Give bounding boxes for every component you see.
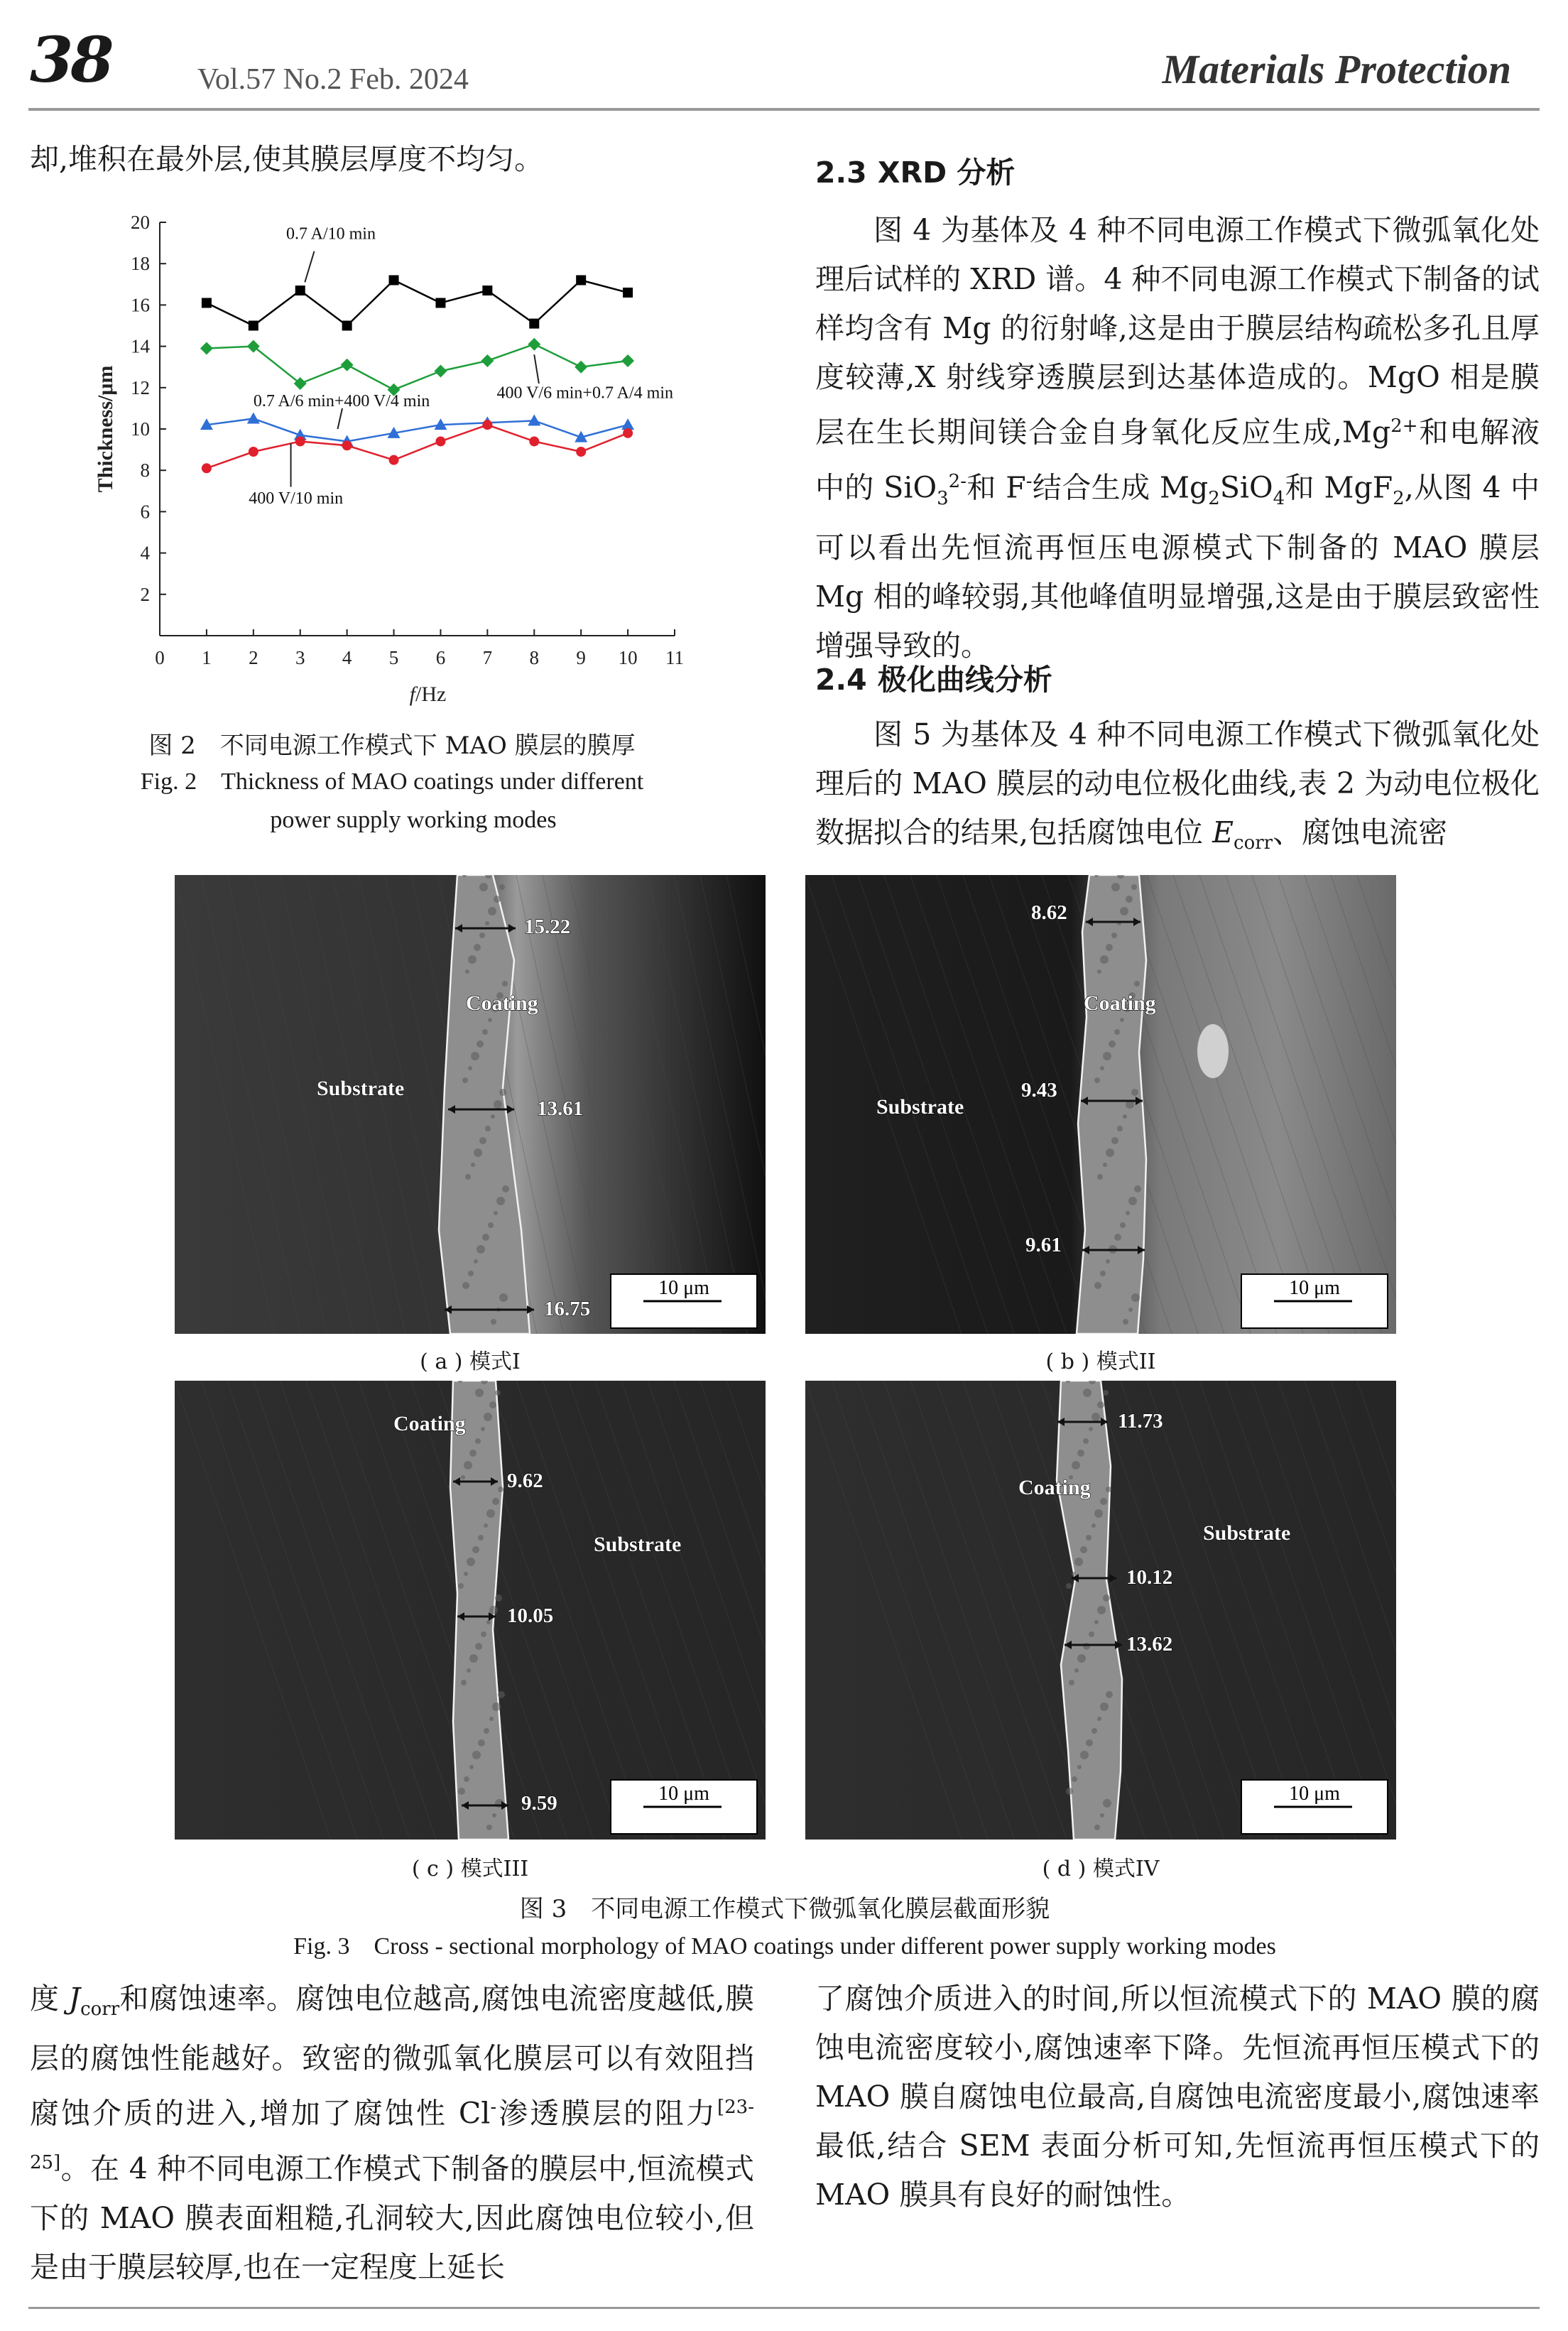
coating-pore bbox=[1117, 1126, 1123, 1131]
data-point bbox=[482, 420, 492, 430]
coating-pore bbox=[1100, 1066, 1104, 1070]
xrd-text-g: ,从图 4 中可以看出先恒流再恒压电源模式下制备的 MAO 膜层 Mg 相的峰较弱,其他峰值明显增强,这是由于膜层致密性增强导致的。 bbox=[815, 470, 1540, 663]
coating-pore bbox=[494, 1100, 502, 1109]
coating-pore bbox=[482, 1029, 488, 1035]
coating-pore bbox=[481, 1427, 485, 1431]
coating-pore bbox=[1097, 969, 1101, 974]
pol-text-end: 、腐蚀电流密 bbox=[1273, 815, 1448, 849]
pol-sub: corr bbox=[1234, 832, 1273, 854]
data-point bbox=[295, 286, 305, 295]
coating-pore bbox=[472, 1546, 479, 1553]
coating-pore bbox=[498, 1487, 503, 1492]
xrd-text-f: 和 MgF bbox=[1285, 470, 1393, 505]
coating-pore bbox=[1100, 1702, 1109, 1711]
bl-sub: corr bbox=[80, 1999, 120, 2021]
thickness-value: 13.62 bbox=[1126, 1633, 1173, 1656]
xrd-paragraph bbox=[815, 206, 1540, 670]
coating-pore bbox=[1100, 1813, 1104, 1817]
header-rule bbox=[28, 108, 1540, 111]
coating-pore bbox=[1128, 1308, 1133, 1312]
coating-pore bbox=[1097, 1606, 1106, 1614]
data-point bbox=[623, 288, 633, 298]
pol-text-a: 图 5 为基体及 4 种不同电源工作模式下微弧氧化处理后的 MAO 膜层的动电位极化曲线,表 2 为动电位极化数据拟合的结果,包括腐蚀电位 bbox=[815, 717, 1540, 849]
coating-pore bbox=[1077, 1450, 1084, 1457]
coating-pore bbox=[1103, 1052, 1111, 1060]
footer-rule bbox=[28, 2307, 1540, 2309]
coating-pore bbox=[1077, 1654, 1086, 1663]
bl-sup: - bbox=[490, 2097, 497, 2119]
y-tick-label: 8 bbox=[140, 460, 150, 482]
data-point bbox=[249, 447, 258, 457]
coating-pore bbox=[477, 1245, 485, 1254]
data-point bbox=[200, 342, 213, 355]
coating-pore bbox=[464, 1572, 468, 1576]
bottom-left-paragraph bbox=[30, 1974, 754, 2292]
thickness-value: 9.62 bbox=[507, 1469, 543, 1492]
coating-pore bbox=[1072, 1572, 1076, 1576]
thickness-value: 16.75 bbox=[544, 1298, 591, 1320]
series-leader bbox=[534, 354, 539, 384]
data-point bbox=[341, 359, 354, 371]
sup-mg: 2+ bbox=[1390, 415, 1418, 437]
coating-pore bbox=[502, 981, 508, 987]
coating-pore bbox=[474, 1259, 478, 1264]
sem-panel-b bbox=[805, 875, 1396, 1334]
sem-panel-a bbox=[175, 875, 766, 1334]
data-point bbox=[202, 298, 212, 308]
coating-pore bbox=[1106, 1148, 1114, 1157]
data-point bbox=[389, 455, 399, 465]
series-line bbox=[207, 280, 628, 325]
x-tick-label: 1 bbox=[202, 647, 212, 668]
data-point bbox=[621, 418, 634, 430]
coating-pore bbox=[488, 1018, 492, 1022]
coating-pore bbox=[486, 1509, 495, 1518]
y-tick-label: 10 bbox=[131, 418, 150, 440]
data-point bbox=[435, 436, 445, 446]
x-tick-label: 7 bbox=[482, 647, 493, 668]
coating-pore bbox=[1123, 1114, 1127, 1119]
coating-pore bbox=[462, 1282, 469, 1289]
thickness-chart bbox=[85, 210, 710, 707]
panel-b-label: ( b ) 模式II bbox=[1045, 1349, 1156, 1374]
y-tick-label: 4 bbox=[140, 542, 150, 564]
coating-pore bbox=[1106, 1487, 1111, 1492]
thickness-value: 10.12 bbox=[1126, 1566, 1173, 1589]
bl-J: J bbox=[68, 1982, 81, 2016]
sub-2: 2 bbox=[1208, 487, 1220, 509]
sub-2b: 2 bbox=[1393, 487, 1405, 509]
coating-pore bbox=[496, 1197, 505, 1205]
coating-pore bbox=[1097, 1401, 1104, 1408]
sem-panel-d bbox=[805, 1381, 1396, 1840]
coating-pore bbox=[1091, 1413, 1100, 1421]
particle-blob bbox=[1197, 1024, 1229, 1078]
coating-pore bbox=[1131, 1293, 1140, 1302]
thickness-value: 15.22 bbox=[524, 915, 571, 938]
coating-pore bbox=[492, 1702, 501, 1711]
y-tick-label: 2 bbox=[140, 583, 150, 605]
coating-pore bbox=[469, 1654, 478, 1663]
data-point bbox=[529, 319, 539, 329]
coating-pore bbox=[1094, 1282, 1101, 1289]
coating-pore bbox=[1094, 1620, 1099, 1624]
coating-pore bbox=[1094, 1825, 1100, 1830]
coating-pore bbox=[1106, 1259, 1110, 1264]
coating-pore bbox=[1100, 1498, 1107, 1505]
coating-pore bbox=[469, 1765, 474, 1769]
series-label: 400 V/10 min bbox=[249, 489, 344, 508]
coating-pore bbox=[484, 1523, 488, 1528]
coating-pore bbox=[1097, 1717, 1101, 1721]
coating-pore bbox=[1089, 1631, 1094, 1637]
series-leader bbox=[337, 408, 342, 429]
coating-pore bbox=[477, 1040, 484, 1048]
coating-pore bbox=[1126, 896, 1133, 903]
thickness-value: 11.73 bbox=[1118, 1410, 1163, 1433]
data-point bbox=[342, 440, 352, 450]
coating-pore bbox=[1091, 1728, 1097, 1734]
data-point bbox=[247, 412, 260, 423]
coating-pore bbox=[1077, 1765, 1082, 1769]
citation: [23-25] bbox=[30, 2097, 754, 2173]
substrate-label: Substrate bbox=[317, 1077, 405, 1100]
coating-pore bbox=[482, 1234, 489, 1241]
sub-4: 4 bbox=[1273, 487, 1285, 509]
fig3-caption-cn: 图 3 不同电源工作模式下微弧氧化膜层截面形貌 bbox=[519, 1895, 1050, 1923]
fig2-caption-en-2: power supply working modes bbox=[270, 807, 557, 833]
coating-pore bbox=[464, 1776, 469, 1782]
coating-pore bbox=[1089, 1427, 1093, 1431]
coating-pore bbox=[474, 1148, 482, 1157]
sem-image bbox=[175, 875, 766, 1334]
xrd-text-c: 和 F bbox=[966, 470, 1026, 505]
coating-pore bbox=[1114, 1029, 1120, 1035]
coating-pore bbox=[465, 1174, 471, 1180]
thickness-value: 8.62 bbox=[1031, 901, 1067, 924]
coating-label: Coating bbox=[466, 991, 538, 1015]
coating-pore bbox=[472, 1751, 481, 1759]
coating-pore bbox=[484, 1413, 492, 1421]
data-point bbox=[576, 447, 586, 457]
coating-pore bbox=[488, 1222, 494, 1228]
coating-pore bbox=[488, 907, 496, 915]
data-point bbox=[202, 463, 212, 473]
coating-pore bbox=[492, 1813, 496, 1817]
coating-pore bbox=[1120, 1018, 1124, 1022]
coating-label: Coating bbox=[1084, 991, 1156, 1015]
thickness-value: 10.05 bbox=[507, 1604, 554, 1627]
x-tick-label: 0 bbox=[155, 647, 165, 668]
coating-pore bbox=[1069, 1680, 1074, 1685]
xrd-text-a: 图 4 为基体及 4 种不同电源工作模式下微弧氧化处理后试样的 XRD 谱。4 种不同电源工作模式下制备的试样均含有 Mg 的衍射峰,这是由于膜层结构疏松多孔且厚度较薄,X 射线穿透膜层到达基体造成的。MgO 相是膜层在生长期间镁合金自身氧化反应生成,Mg bbox=[815, 213, 1540, 450]
coating-pore bbox=[1100, 955, 1109, 964]
sem-image bbox=[805, 875, 1396, 1334]
bottom-right-paragraph: 了腐蚀介质进入的时间,所以恒流模式下的 MAO 膜的腐蚀电流密度较小,腐蚀速率下降。先恒流再恒压模式下的 MAO 膜自腐蚀电位最高,自腐蚀电流密度最小,腐蚀速率最低,结合 SEM 表面分析可知,先恒流再恒压模式下的 MAO 膜具有良好的耐蚀性。 bbox=[815, 1982, 1540, 2212]
thickness-value: 9.43 bbox=[1021, 1079, 1057, 1102]
coating-pore bbox=[499, 1089, 506, 1096]
section-number: 2.4 bbox=[815, 663, 867, 697]
data-point bbox=[482, 286, 492, 295]
coating-pore bbox=[1072, 1461, 1080, 1469]
coating-pore bbox=[1103, 1799, 1111, 1808]
coating-pore bbox=[1103, 1594, 1110, 1602]
coating-pore bbox=[499, 884, 505, 890]
x-tick-label: 6 bbox=[435, 647, 446, 668]
coating-pore bbox=[468, 1066, 472, 1070]
data-point bbox=[623, 428, 633, 438]
bl-a: 度 bbox=[30, 1982, 69, 2016]
left-top-paragraph: 却,堆积在最外层,使其膜层厚度不均匀。 bbox=[30, 142, 544, 176]
coating-pore bbox=[461, 1475, 465, 1479]
scale-bar-label: 10 μm bbox=[1289, 1783, 1340, 1805]
coating-pore bbox=[479, 883, 488, 891]
substrate-label: Substrate bbox=[594, 1533, 682, 1556]
coating-pore bbox=[467, 1668, 471, 1673]
coating-pore bbox=[1131, 1089, 1138, 1096]
y-tick-label: 6 bbox=[140, 501, 150, 523]
data-point bbox=[342, 321, 352, 331]
coating-pore bbox=[484, 1728, 489, 1734]
coating-pore bbox=[1131, 884, 1137, 890]
panel-a-label: ( a ) 模式I bbox=[420, 1349, 521, 1374]
fig3-caption-en: Fig. 3 Cross - sectional morphology of MAO coatings under different power supply working modes bbox=[293, 1933, 1276, 1960]
coating-pore bbox=[491, 1114, 495, 1119]
x-tick-label: 10 bbox=[618, 647, 638, 668]
coating-pore bbox=[471, 1163, 475, 1167]
coating-pore bbox=[1086, 1739, 1093, 1746]
coating-pore bbox=[1126, 1211, 1130, 1215]
panel-d-label: ( d ) 模式IV bbox=[1042, 1857, 1160, 1881]
coating-pore bbox=[485, 1126, 491, 1131]
coating-pore bbox=[499, 1293, 508, 1302]
data-point bbox=[481, 354, 494, 367]
x-tick-label: 11 bbox=[665, 647, 684, 668]
coating-pore bbox=[1094, 1077, 1100, 1083]
coating-pore bbox=[467, 1558, 475, 1566]
coating-pore bbox=[1111, 933, 1117, 938]
coating-pore bbox=[1103, 1163, 1107, 1167]
fig2-caption-cn: 图 2 不同电源工作模式下 MAO 膜层的膜厚 bbox=[148, 732, 636, 760]
data-point bbox=[528, 414, 540, 425]
coating-pore bbox=[1080, 1546, 1087, 1553]
coating-pore bbox=[1120, 1222, 1126, 1228]
pol-E: E bbox=[1212, 815, 1234, 849]
sup-minus: - bbox=[1025, 470, 1033, 492]
coating-pore bbox=[495, 1594, 502, 1602]
coating-pore bbox=[1106, 1691, 1113, 1698]
coating-pore bbox=[1086, 1535, 1091, 1541]
coating-pore bbox=[1091, 1523, 1096, 1528]
page-number: 38 bbox=[30, 23, 111, 97]
coating-pore bbox=[1094, 1509, 1103, 1518]
sem-image bbox=[805, 1381, 1396, 1840]
thickness-value: 9.61 bbox=[1025, 1234, 1062, 1256]
coating-pore bbox=[479, 933, 485, 938]
x-axis-label: f/Hz bbox=[409, 683, 447, 706]
coating-pore bbox=[1083, 1438, 1089, 1444]
coating-pore bbox=[461, 1680, 467, 1685]
journal-name: Materials Protection bbox=[1162, 46, 1511, 92]
coating-pore bbox=[475, 1438, 481, 1444]
bl-c: 渗透膜层的阻力 bbox=[496, 2096, 717, 2131]
coating-pore bbox=[485, 921, 489, 925]
coating-pore bbox=[481, 1631, 486, 1637]
coating-pore bbox=[1114, 1234, 1121, 1241]
coating-pore bbox=[1111, 883, 1120, 891]
y-tick-label: 18 bbox=[131, 253, 150, 275]
y-tick-label: 14 bbox=[131, 335, 150, 357]
coating-pore bbox=[1106, 944, 1113, 951]
data-point bbox=[621, 354, 634, 367]
thickness-value: 9.59 bbox=[521, 1792, 557, 1815]
series-line bbox=[207, 344, 628, 390]
panel-c-label: ( c ) 模式III bbox=[411, 1857, 529, 1881]
coating-pore bbox=[495, 1390, 501, 1396]
data-point bbox=[529, 436, 539, 446]
coating-pore bbox=[1128, 1197, 1137, 1205]
series-leader bbox=[305, 251, 314, 283]
data-point bbox=[575, 361, 587, 374]
coating-pore bbox=[1080, 1751, 1089, 1759]
coating-pore bbox=[1120, 907, 1128, 915]
coating-pore bbox=[471, 1052, 479, 1060]
bl-b: 和腐蚀速率。腐蚀电位越高,腐蚀电流密度越低,膜层的腐蚀性能越好。致密的微弧氧化膜层可以有效阻挡腐蚀介质的进入,增加了腐蚀性 Cl bbox=[30, 1982, 754, 2131]
coating-pore bbox=[494, 1211, 498, 1215]
coating-pore bbox=[489, 1717, 494, 1721]
section-2-3-heading bbox=[815, 149, 1540, 191]
thickness-value: 13.61 bbox=[537, 1097, 584, 1120]
sup-2minus: 2- bbox=[948, 470, 967, 492]
scale-bar-label: 10 μm bbox=[658, 1783, 709, 1805]
coating-label: Coating bbox=[1018, 1476, 1091, 1499]
coating-pore bbox=[458, 1788, 465, 1795]
data-point bbox=[295, 436, 305, 446]
x-tick-label: 3 bbox=[295, 647, 305, 668]
coating-label: Coating bbox=[393, 1412, 466, 1435]
xrd-text-d: 结合生成 Mg bbox=[1032, 470, 1209, 505]
sub-3: 3 bbox=[937, 487, 949, 509]
coating-pore bbox=[478, 1535, 484, 1541]
polarization-paragraph bbox=[815, 710, 1540, 868]
coating-pore bbox=[1134, 981, 1140, 987]
coating-pore bbox=[1083, 1389, 1091, 1397]
x-tick-label: 9 bbox=[576, 647, 586, 668]
x-tick-label: 5 bbox=[388, 647, 399, 668]
y-tick-label: 16 bbox=[131, 294, 150, 316]
data-point bbox=[528, 338, 540, 351]
data-point bbox=[434, 365, 447, 378]
coating-pore bbox=[458, 1583, 464, 1589]
coating-pore bbox=[1074, 1668, 1079, 1673]
xrd-text-e: SiO bbox=[1219, 470, 1273, 505]
coating-pore bbox=[479, 1137, 486, 1144]
coating-pore bbox=[486, 1825, 492, 1830]
sem-image bbox=[175, 1381, 766, 1840]
coating-pore bbox=[468, 955, 477, 964]
xrd-text-b: 和电解液中的 SiO bbox=[815, 415, 1540, 505]
coating-pore bbox=[1097, 1174, 1103, 1180]
fig2-caption-en-1: Fig. 2 Thickness of MAO coatings under different bbox=[140, 768, 644, 795]
coating-pore bbox=[464, 1461, 472, 1469]
coating-pore bbox=[1134, 1185, 1141, 1192]
series-label: 400 V/6 min+0.7 A/4 min bbox=[496, 384, 673, 403]
data-point bbox=[435, 298, 445, 308]
substrate-label: Substrate bbox=[876, 1095, 964, 1119]
coating-pore bbox=[462, 1077, 468, 1083]
coating-pore bbox=[1066, 1788, 1073, 1795]
data-point bbox=[389, 275, 399, 285]
x-tick-label: 2 bbox=[249, 647, 258, 668]
y-tick-label: 12 bbox=[131, 376, 150, 398]
coating-pore bbox=[1123, 1319, 1128, 1325]
coating-pore bbox=[1100, 1271, 1106, 1276]
series-line bbox=[207, 418, 628, 441]
series-label: 0.7 A/6 min+400 V/4 min bbox=[253, 391, 430, 411]
volume-info: Vol.57 No.2 Feb. 2024 bbox=[197, 63, 469, 96]
coating-pore bbox=[478, 1739, 485, 1746]
coating-pore bbox=[474, 944, 481, 951]
bl-d: 。在 4 种不同电源工作模式下制备的膜层中,恒流模式下的 MAO 膜表面粗糙,孔洞较大,因此腐蚀电位较小,但是由于膜层较厚,也在一定程度上延长 bbox=[30, 2151, 754, 2284]
section-number: 2.3 bbox=[815, 156, 867, 190]
coating-pore bbox=[489, 1401, 496, 1408]
coating-pore bbox=[492, 1498, 499, 1505]
section-2-4-heading bbox=[815, 656, 1540, 698]
data-point bbox=[249, 321, 258, 331]
coating-pore bbox=[468, 1271, 474, 1276]
substrate-label: Substrate bbox=[1203, 1521, 1291, 1545]
coating-pore bbox=[1109, 1040, 1116, 1048]
scale-bar-label: 10 μm bbox=[658, 1277, 709, 1299]
section-title: 极化曲线分析 bbox=[877, 663, 1052, 697]
x-tick-label: 8 bbox=[529, 647, 540, 668]
coating-pore bbox=[475, 1389, 484, 1397]
y-axis-label: Thickness/μm bbox=[94, 365, 117, 493]
series-label: 0.7 A/10 min bbox=[285, 224, 376, 244]
coating-pore bbox=[1074, 1558, 1083, 1566]
coating-pore bbox=[465, 969, 469, 974]
coating-pore bbox=[1072, 1776, 1077, 1782]
coating-pore bbox=[1111, 1137, 1118, 1144]
scale-bar-label: 10 μm bbox=[1289, 1277, 1340, 1299]
coating-pore bbox=[475, 1643, 482, 1650]
coating-pore bbox=[1103, 1390, 1109, 1396]
coating-pore bbox=[498, 1691, 505, 1698]
coating-pore bbox=[1066, 1583, 1072, 1589]
coating-pore bbox=[489, 1606, 498, 1614]
coating-pore bbox=[491, 1319, 496, 1325]
y-tick-label: 20 bbox=[131, 212, 150, 233]
coating-pore bbox=[502, 1185, 509, 1192]
coating-pore bbox=[469, 1450, 477, 1457]
sem-panel-c bbox=[175, 1381, 766, 1840]
section-title: XRD 分析 bbox=[877, 156, 1016, 190]
x-tick-label: 4 bbox=[342, 647, 352, 668]
data-point bbox=[576, 275, 586, 285]
coating-pore bbox=[494, 896, 501, 903]
